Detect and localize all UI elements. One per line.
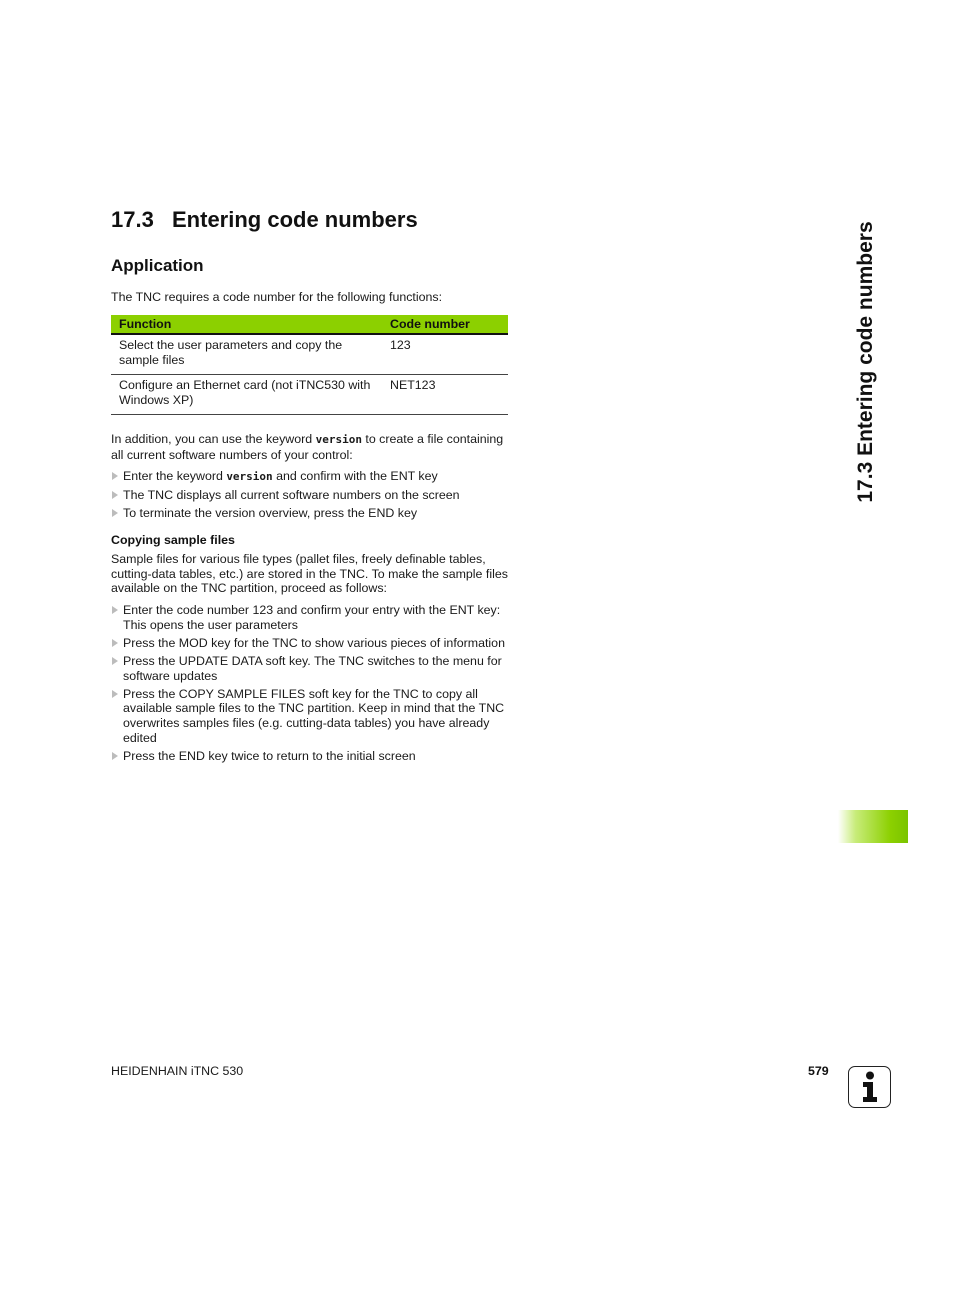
table-cell-function: Configure an Ethernet card (not iTNC530 with Windows XP) — [111, 375, 382, 415]
keyword-paragraph-text: In addition, you can use the keyword — [111, 432, 316, 446]
step-text: Press the UPDATE DATA soft key. The TNC switches to the menu for software updates — [123, 653, 502, 683]
step-text: Press the END key twice to return to the initial screen — [123, 748, 416, 763]
table-header-row — [111, 315, 508, 334]
list-item — [111, 749, 511, 764]
list-item — [111, 636, 511, 651]
bullet-triangle-icon — [112, 690, 118, 698]
step-text: Enter the keyword — [123, 469, 227, 483]
step-text: The TNC displays all current software numbers on the screen — [123, 488, 460, 503]
keyword-paragraph-text-end: to create a file containing all current software numbers of your control: — [111, 432, 504, 462]
keyword-version: version — [315, 433, 362, 446]
list-item — [111, 687, 511, 745]
bullet-triangle-icon — [112, 657, 118, 665]
subheading-copying-sample-files: Copying sample files — [111, 533, 235, 547]
chapter-title: Entering code numbers — [172, 207, 418, 232]
section-heading-application: Application — [111, 256, 204, 275]
step-text: Enter the code number 123 and confirm your entry with the ENT key: This opens the user parameters — [123, 603, 501, 632]
copying-intro: Sample files for various file types (pallet files, freely definable tables, cutting-data tables, etc.) are stored in the TNC. To make the sample files available on the TNC partition, proceed as follows: — [111, 552, 508, 596]
table-header-code-number: Code number — [382, 315, 508, 334]
keyword-version: version — [226, 470, 273, 483]
bullet-triangle-icon — [112, 472, 118, 480]
chapter-tab-marker — [838, 810, 908, 843]
step-text: Press the COPY SAMPLE FILES soft key for the TNC to copy all available sample files to the TNC partition. Keep in mind that the TNC overwrites samples files (e.g. cutting-data tables) you have already edited — [123, 686, 505, 745]
copying-steps-list — [111, 603, 511, 767]
info-icon — [848, 1066, 891, 1108]
list-item — [111, 488, 511, 503]
bullet-triangle-icon — [112, 752, 118, 760]
list-item — [111, 654, 511, 683]
page-number: 579 — [808, 1064, 829, 1078]
step-text-end: and confirm with the ENT key — [272, 469, 438, 483]
side-chapter-title: 17.3 Entering code numbers — [854, 221, 877, 503]
table-cell-code: NET123 — [382, 375, 508, 415]
keyword-paragraph — [111, 432, 511, 462]
step-text: Press the MOD key for the TNC to show various pieces of information — [123, 635, 505, 650]
table-row — [111, 375, 508, 415]
table-cell-function: Select the user parameters and copy the sample files — [111, 334, 382, 375]
footer-manual-name: HEIDENHAIN iTNC 530 — [111, 1064, 244, 1078]
info-glyph-icon — [855, 1070, 885, 1104]
bullet-triangle-icon — [112, 639, 118, 647]
table-row — [111, 334, 508, 375]
code-number-table — [111, 315, 508, 415]
table-cell-code: 123 — [382, 334, 508, 375]
bullet-triangle-icon — [112, 509, 118, 517]
bullet-triangle-icon — [112, 491, 118, 499]
table-header-function: Function — [111, 315, 382, 334]
list-item — [111, 469, 511, 485]
application-intro: The TNC requires a code number for the following functions: — [111, 290, 443, 304]
list-item — [111, 603, 511, 632]
list-item — [111, 506, 511, 521]
bullet-triangle-icon — [112, 606, 118, 614]
version-steps-list — [111, 469, 511, 525]
step-text: To terminate the version overview, press the END key — [123, 506, 418, 521]
chapter-number: 17.3 — [111, 207, 154, 232]
page-title — [111, 207, 418, 233]
